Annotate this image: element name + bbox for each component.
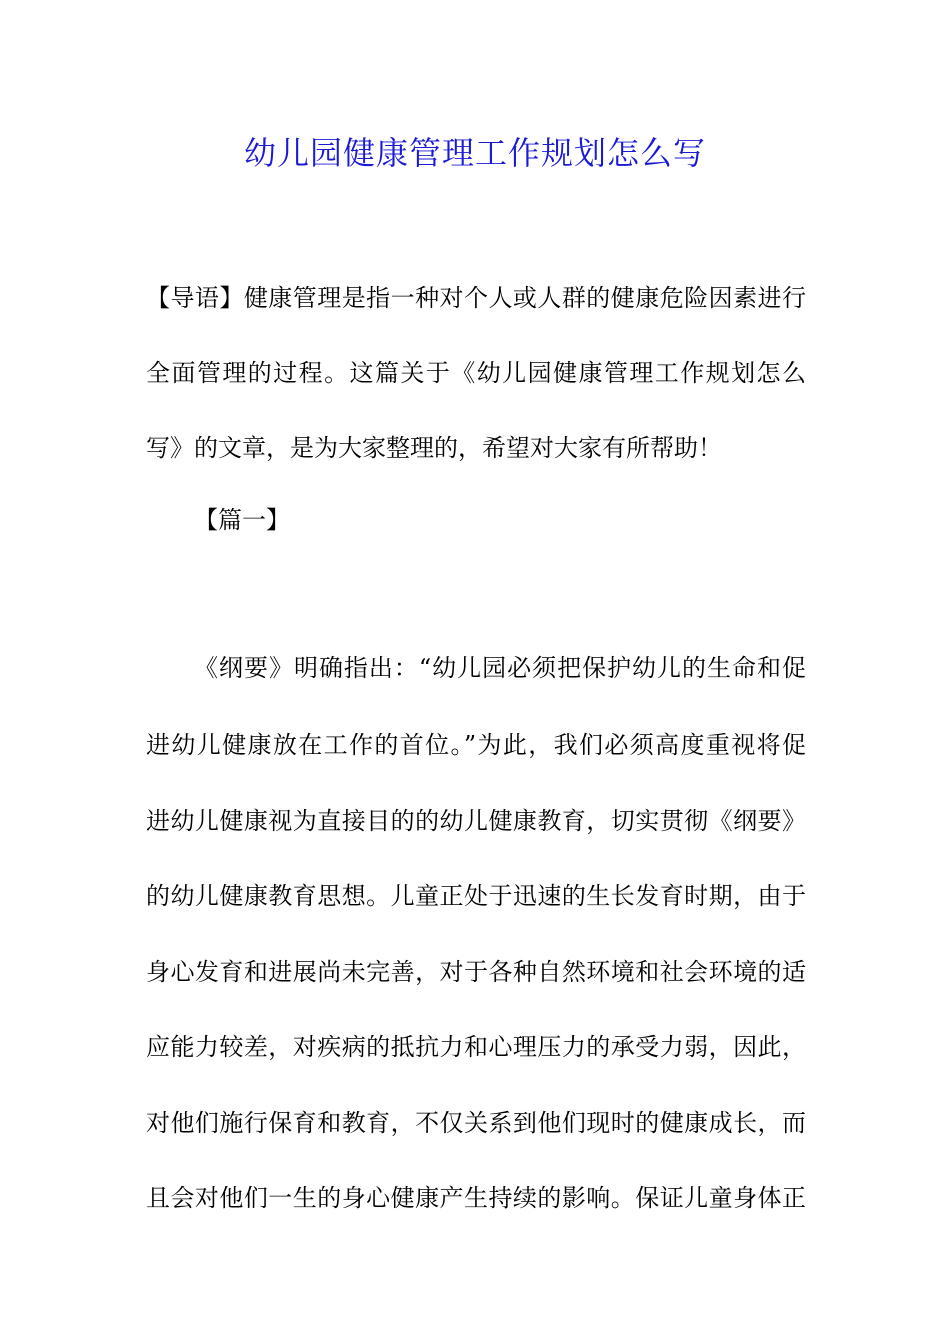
section-heading: 【篇一】 <box>194 506 290 534</box>
body-line-3: 进幼儿健康视为直接目的的幼儿健康教育，切实贯彻《纲要》 <box>146 807 806 835</box>
document-title: 幼儿园健康管理工作规划怎么写 <box>243 134 706 172</box>
body-line-4: 的幼儿健康教育思想。儿童正处于迅速的生长发育时期，由于 <box>146 882 806 910</box>
intro-line-3: 写》的文章，是为大家整理的，希望对大家有所帮助！ <box>146 434 722 462</box>
body-line-8: 且会对他们一生的身心健康产生持续的影响。保证儿童身体正 <box>146 1184 806 1212</box>
body-line-7: 对他们施行保育和教育，不仅关系到他们现时的健康成长，而 <box>146 1109 806 1137</box>
intro-line-2: 全面管理的过程。这篇关于《幼儿园健康管理工作规划怎么 <box>146 359 806 387</box>
intro-line-1: 【导语】健康管理是指一种对个人或人群的健康危险因素进行 <box>146 284 806 312</box>
body-line-1: 《纲要》明确指出：“幼儿园必须把保护幼儿的生命和促 <box>194 654 806 682</box>
body-line-5: 身心发育和进展尚未完善，对于各种自然环境和社会环境的适 <box>146 958 806 986</box>
body-line-6: 应能力较差，对疾病的抵抗力和心理压力的承受力弱，因此， <box>146 1033 806 1061</box>
body-line-2: 进幼儿健康放在工作的首位。”为此，我们必须高度重视将促 <box>146 731 806 759</box>
